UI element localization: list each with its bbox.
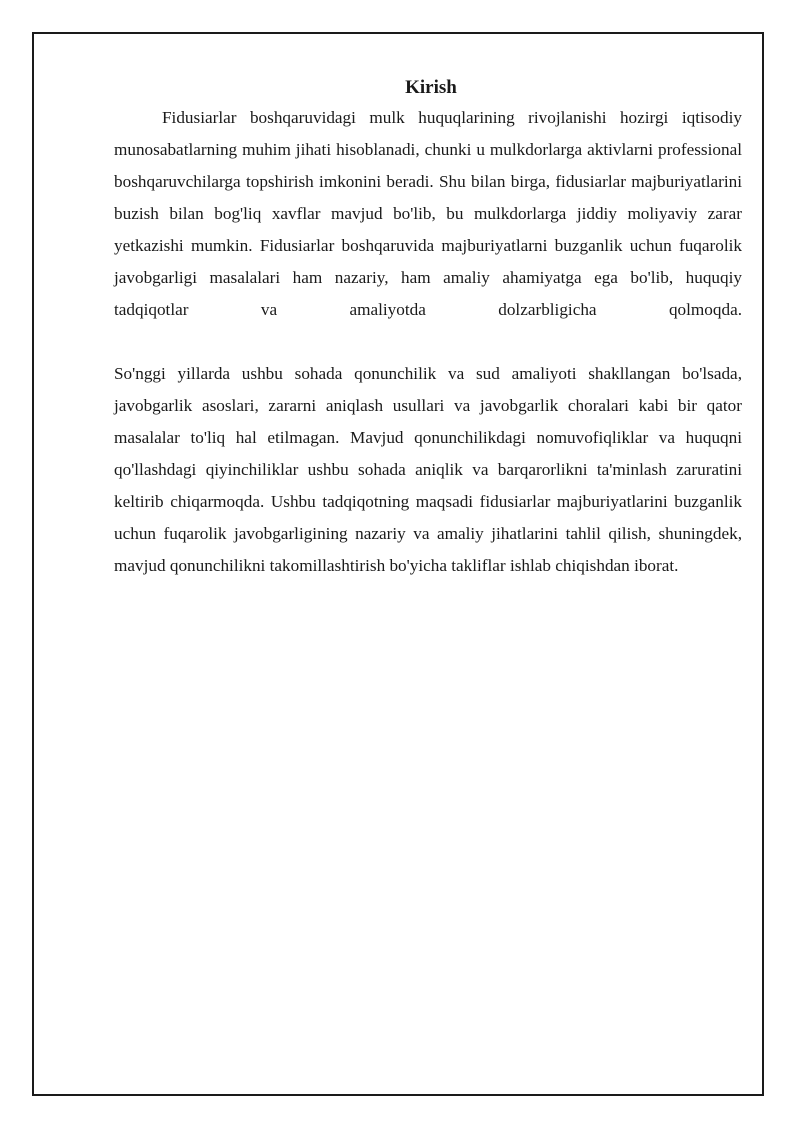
section-title: Kirish [405,77,457,98]
paragraph-intro: Fidusiarlar boshqaruvidagi mulk huquqlarining rivojlanishi hozirgi iqtisodiy munosabatlarning muhim jihati hisoblanadi, chunki u mulkdorlarga aktivlarni professional boshqaruvchilarga topshirish imkonini beradi. Shu bilan birga, fidusiarlar majburiyatlarini buzish bilan bog'liq xavflar mavjud bo'lib, bu mulkdorlarga jiddiy moliyaviy zarar yetkazishi mumkin. Fidusiarlar boshqaruvida majburiyatlarni buzganlik uchun fuqarolik javobgarligi masalalari ham nazariy, ham amaliy ahamiyatga ega bo'lib, huquqiy tadqiqotlar va amaliyotda dolzarbligicha qolmoqda. [114,108,742,319]
document-body [114,74,742,582]
paragraph-second: So'nggi yillarda ushbu sohada qonunchilik va sud amaliyoti shakllangan bo'lsada, javobgarlik asoslari, zararni aniqlash usullari va javobgarlik choralari kabi bir qator masalalar to'liq hal etilmagan. Mavjud qonunchilikdagi nomuvofiqliklar va huquqni qo'llashdagi qiyinchiliklar ushbu sohada aniqlik va barqarorlikni ta'minlash zaruratini keltirib chiqarmoqda. Ushbu tadqiqotning maqsadi fidusiarlar majburiyatlarini buzganlik uchun fuqarolik javobgarligining nazariy va amaliy jihatlarini tahlil qilish, shuningdek, mavjud qonunchilikni takomillashtirish bo'yicha takliflar ishlab chiqishdan iborat. [114,364,742,575]
